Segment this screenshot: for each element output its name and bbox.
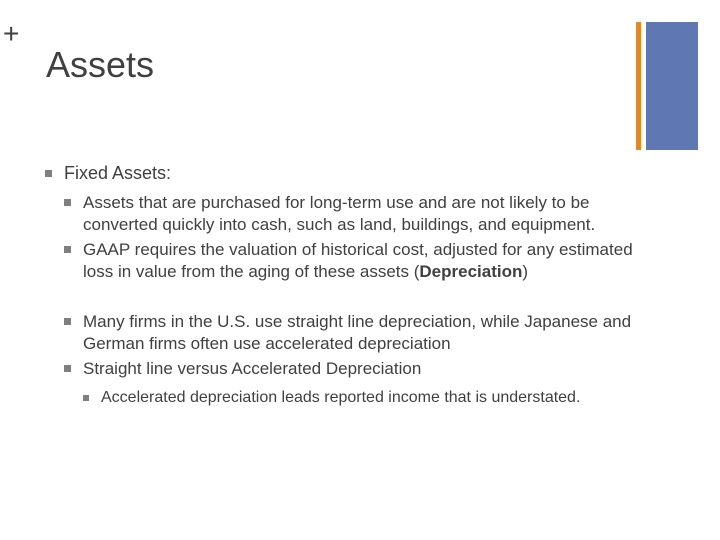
bullet-text-bold: Depreciation <box>419 262 523 281</box>
bullet-level2: Straight line versus Accelerated Depreciation <box>83 359 422 378</box>
accent-bar-orange <box>636 22 641 150</box>
bullet-level2 <box>83 239 635 283</box>
bullet-square-icon <box>45 170 52 177</box>
bullet-text-prefix: GAAP requires the valuation of historical cost, adjusted for any estimated loss in value from the aging of these assets ( <box>83 240 633 281</box>
bullet-level3: Accelerated depreciation leads reported income that is understated. <box>101 389 581 406</box>
bullet-level2: Assets that are purchased for long-term use and are not likely to be converted quickly into cash, such as land, buildings, and equipment. <box>83 193 596 234</box>
accent-block-blue <box>646 22 698 150</box>
bullet-level2: Many firms in the U.S. use straight line depreciation, while Japanese and German firms often use accelerated depreciation <box>83 312 632 353</box>
bullet-square-icon <box>64 199 71 206</box>
bullet-square-icon <box>64 246 71 253</box>
bullet-square-icon <box>83 395 89 401</box>
plus-icon: + <box>3 18 20 49</box>
slide-title: Assets <box>46 44 155 85</box>
bullet-level1: Fixed Assets: <box>64 163 172 183</box>
bullet-text-suffix: ) <box>522 262 529 281</box>
bullet-square-icon <box>64 365 71 372</box>
bullet-square-icon <box>64 318 71 325</box>
